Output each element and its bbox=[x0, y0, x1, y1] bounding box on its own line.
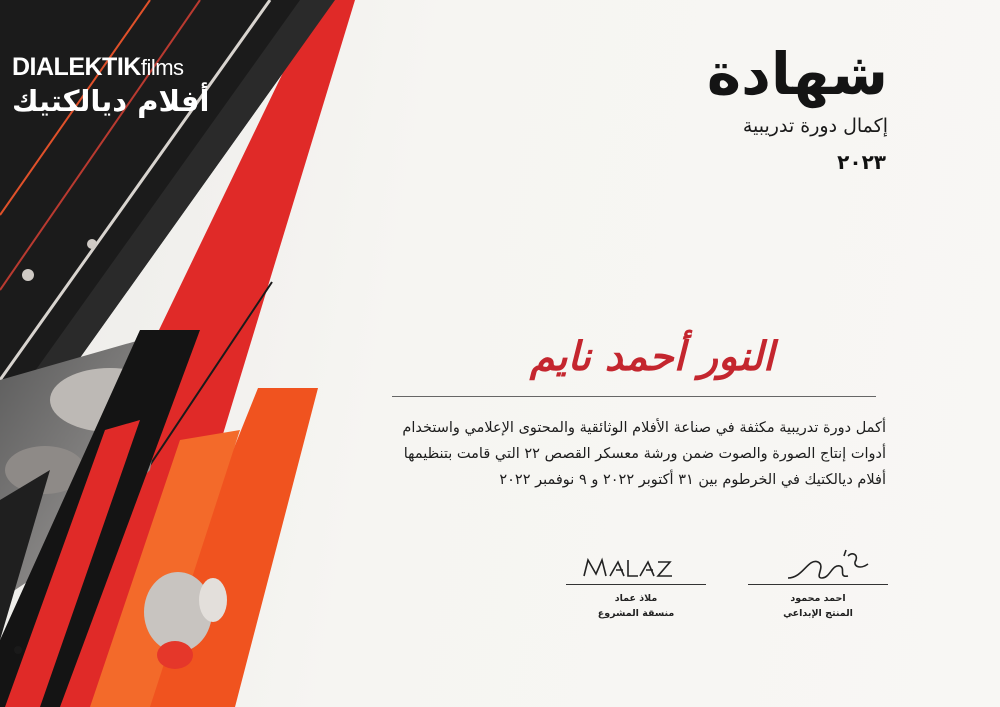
certificate-year: ٢٠٢٣ bbox=[837, 150, 886, 174]
signatory-role: المنتج الإبداعي bbox=[783, 608, 853, 619]
logo-brand-suffix: films bbox=[140, 55, 184, 80]
certificate-title: شهادة bbox=[706, 40, 888, 108]
signatory-name: احمد محمود bbox=[790, 593, 846, 604]
body-line: أفلام ديالكتيك في الخرطوم بين ٣١ أكتوبر ٢٠٢٢ و ٩ نوفمبر ٢٠٢٢ bbox=[499, 472, 886, 488]
signature-line bbox=[566, 584, 706, 585]
logo-english bbox=[12, 52, 234, 83]
recipient-name: النور أحمد نايم bbox=[529, 333, 774, 380]
signatory-role: منسقة المشروع bbox=[597, 608, 675, 619]
recipient-underline bbox=[392, 396, 876, 397]
signature-producer bbox=[748, 548, 888, 621]
signature-coordinator bbox=[566, 548, 706, 621]
logo-arabic: أفلام ديالكتيك bbox=[12, 84, 210, 118]
body-line: أدوات إنتاج الصورة والصوت ضمن ورشة معسكر القصص ٢٢ التي قامت بتنظيمها bbox=[403, 446, 886, 462]
signature-line bbox=[748, 584, 888, 585]
certificate-subtitle: إكمال دورة تدريبية bbox=[742, 115, 888, 137]
logo-brand-name: DIALEKTIK bbox=[12, 53, 141, 81]
brand-logo bbox=[12, 52, 234, 119]
certificate-body bbox=[402, 415, 886, 493]
body-line: أكمل دورة تدريبية مكثفة في صناعة الأفلام الوثائقية والمحتوى الإعلامي واستخدام bbox=[402, 420, 886, 436]
signatory-name: ملاذ عماد bbox=[614, 593, 658, 604]
handwritten-signature bbox=[748, 548, 888, 584]
handwritten-signature bbox=[566, 548, 706, 584]
